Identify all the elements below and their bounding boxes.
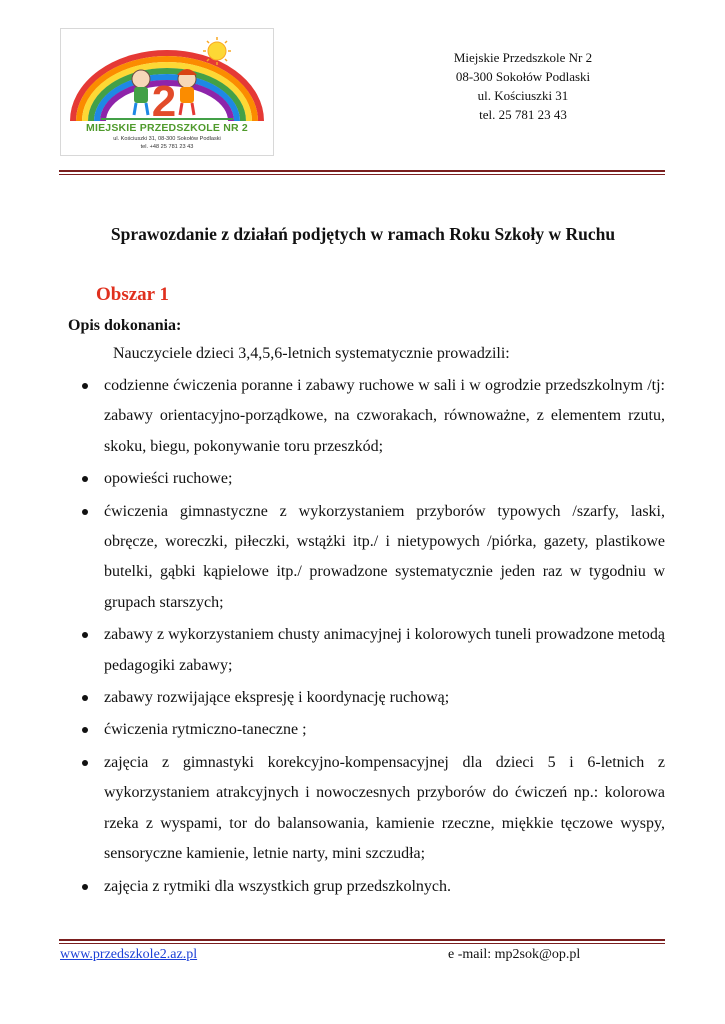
list-item: zajęcia z gimnastyki korekcyjno-kompensacyjnej dla dzieci 5 i 6-letnich z wykorzystaniem atrakcyjnych i nowoczesnych przyborów do ćwiczeń np.: kolorowa rzeka z wyspami, tor do balansowania, kamienie rzeczne, miękkie tęczowe wyspy, sensoryczne kamienie, letnie narty, mini szczudła; [75, 748, 665, 870]
header-divider [59, 170, 665, 172]
logo-digit: 2 [151, 77, 177, 126]
bullet-icon [82, 383, 88, 389]
bullet-icon [82, 727, 88, 733]
list-item: zabawy z wykorzystaniem chusty animacyjnej i kolorowych tuneli prowadzone metodą pedagogiki zabawy; [75, 620, 665, 681]
activity-list [75, 371, 665, 902]
list-item: opowieści ruchowe; [75, 464, 665, 494]
intro-paragraph: Nauczyciele dzieci 3,4,5,6-letnich systematycznie prowadzili: [113, 345, 510, 362]
bullet-icon [82, 695, 88, 701]
bullet-icon [82, 760, 88, 766]
website-link[interactable]: www.przedszkole2.az.pl [60, 947, 198, 962]
list-item: zajęcia z rytmiki dla wszystkich grup przedszkolnych. [75, 872, 665, 902]
bullet-icon [82, 884, 88, 890]
bullet-icon [82, 632, 88, 638]
description-label: Opis dokonania: [68, 317, 182, 334]
child-left-figure [132, 70, 150, 115]
contact-street: ul. Kościuszki 31 [477, 88, 569, 103]
logo-address: ul. Kościuszki 31, 08-300 Sokołów Podlaski [113, 136, 221, 142]
list-item: codzienne ćwiczenia poranne i zabawy ruchowe w sali i w ogrodzie przedszkolnym /tj: zabawy orientacyjno-porządkowe, na czworakach, równoważne, z elementem rzutu, skoku, biegu, pokonywanie toru przeszkód; [75, 371, 665, 462]
school-logo [60, 28, 274, 156]
list-item: ćwiczenia gimnastyczne z wykorzystaniem przyborów typowych /szarfy, laski, obręcze, woreczki, piłeczki, wstążki itp./ i nietypowych /piórka, gazety, plastikowe butelki, gąbki kąpielowe itp./ prowadzone systematycznie jeden raz w tygodniu w grupach starszych; [75, 497, 665, 619]
list-item: zabawy rozwijające ekspresję i koordynację ruchową; [75, 683, 665, 713]
section-heading: Obszar 1 [96, 284, 170, 305]
bullet-icon [82, 476, 88, 482]
contact-city: 08-300 Sokołów Podlaski [455, 69, 591, 84]
contact-phone: tel. 25 781 23 43 [479, 107, 567, 122]
footer-divider-thin [59, 943, 665, 944]
contact-block [420, 48, 626, 124]
contact-name: Miejskie Przedszkole Nr 2 [453, 50, 593, 65]
header-divider-thin [59, 174, 665, 175]
child-right-figure [177, 69, 197, 115]
logo-school-name: MIEJSKIE PRZEDSZKOLE NR 2 [86, 122, 248, 134]
bullet-icon [82, 509, 88, 515]
logo-phone: tel. +48 25 781 23 43 [140, 144, 194, 150]
footer-divider [59, 939, 665, 941]
document-title: Sprawozdanie z działań podjętych w ramach Roku Szkoły w Ruchu [110, 224, 616, 244]
list-item: ćwiczenia rytmiczno-taneczne ; [75, 715, 665, 745]
email-address: e -mail: mp2sok@op.pl [448, 947, 581, 962]
